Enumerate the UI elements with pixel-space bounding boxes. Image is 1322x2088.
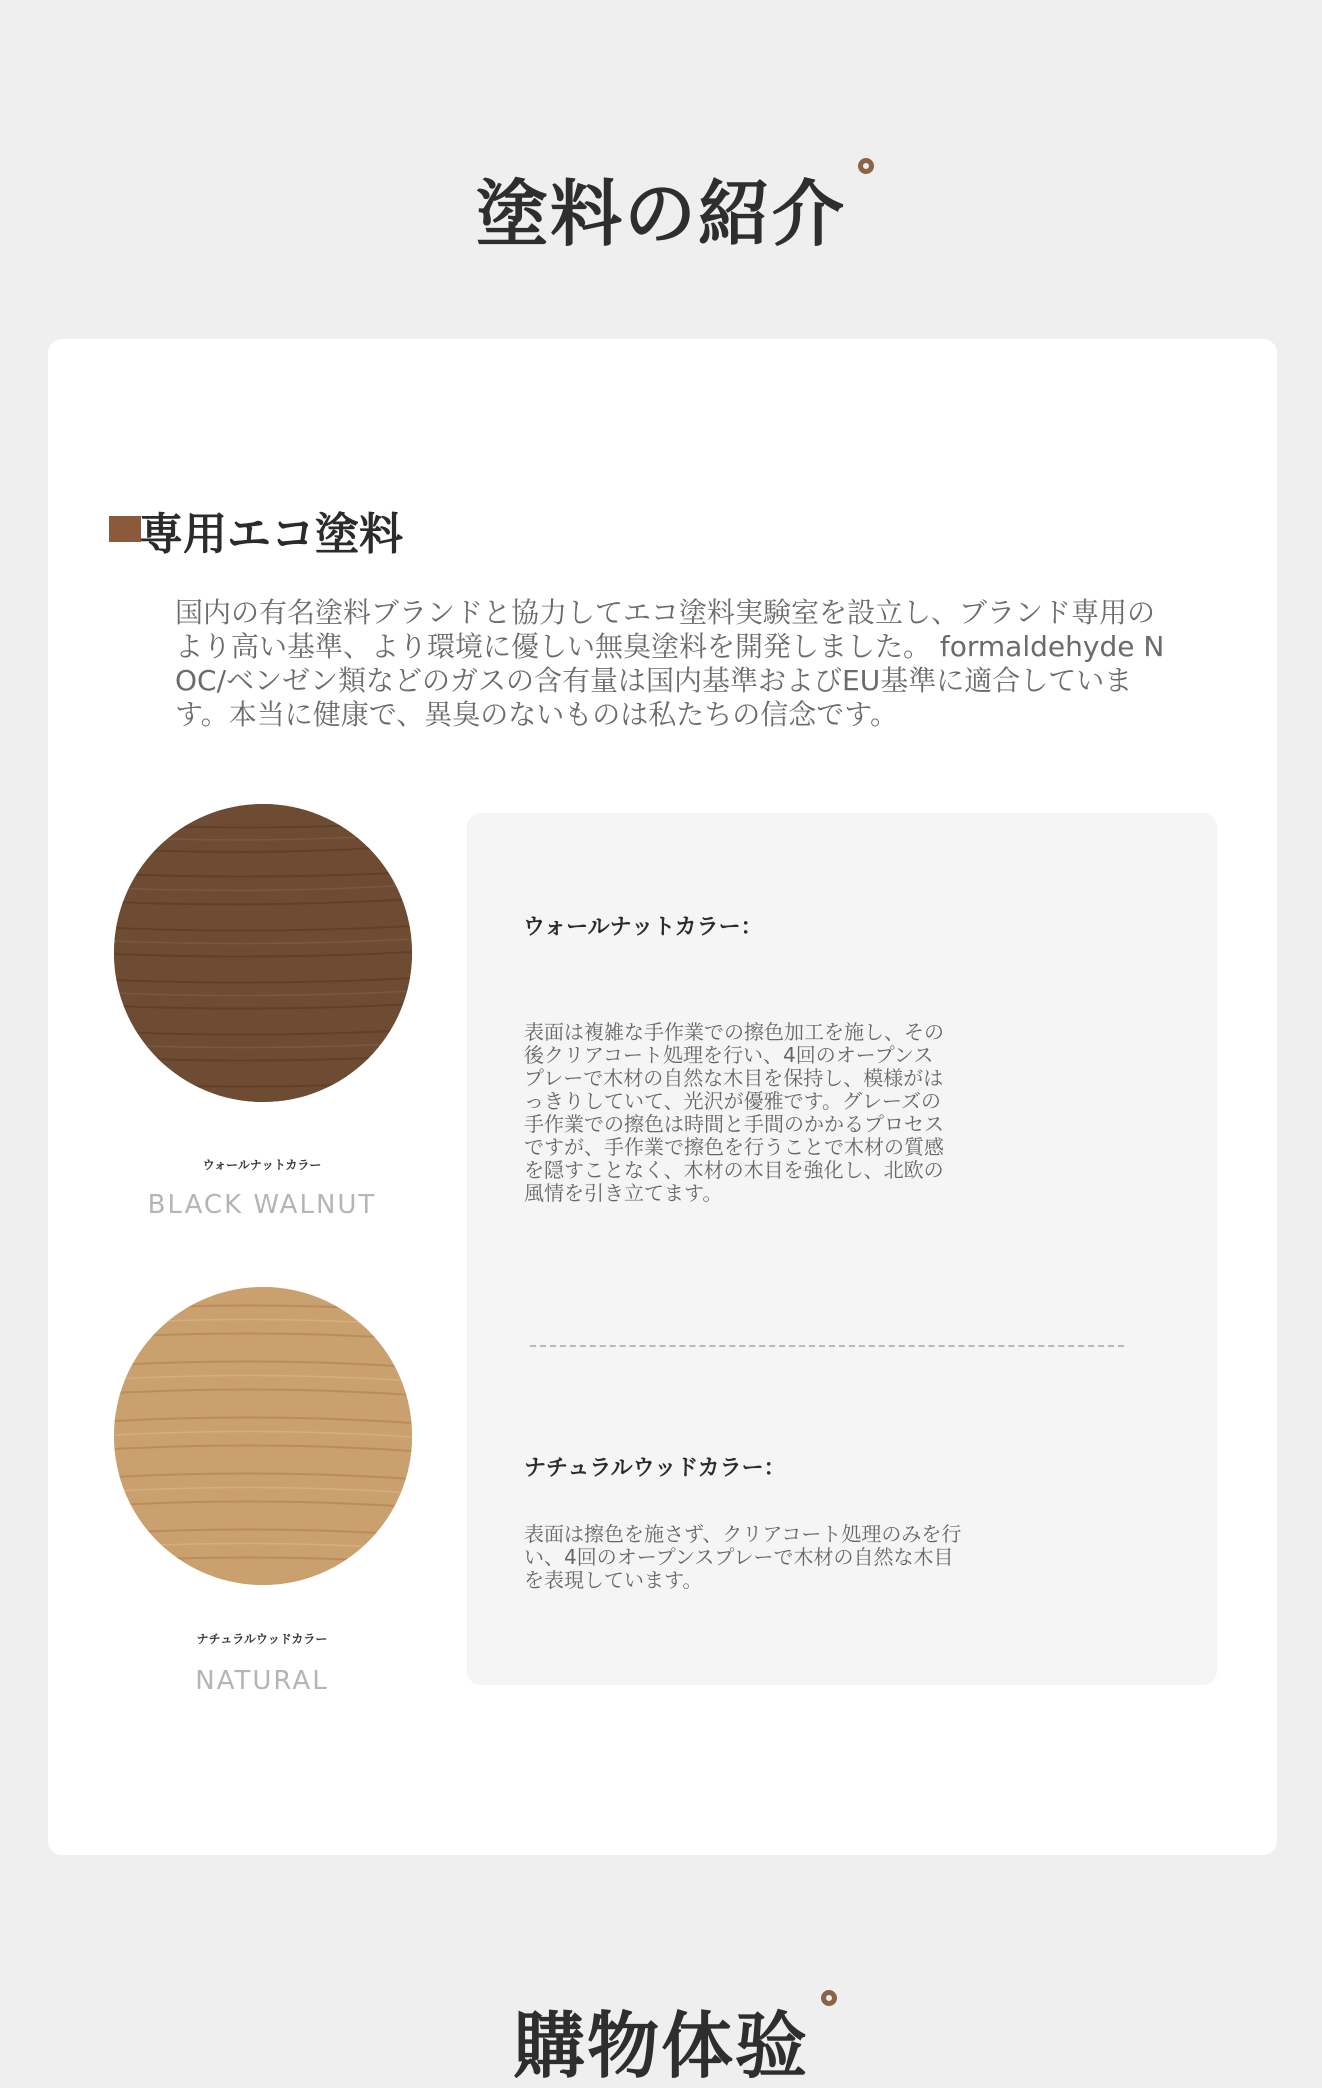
natural-label-en: NATURAL (195, 1666, 329, 1696)
page-title (475, 172, 846, 256)
natural-grain-icon (114, 1287, 412, 1585)
title-ring-icon (858, 158, 874, 174)
walnut-swatch-image (114, 804, 412, 1102)
natural-label-jp: ナチュラルウッドカラー (196, 1632, 328, 1646)
page-title-wrap (0, 172, 1322, 256)
walnut-description-text: 表面は複雑な手作業での擦色加工を施し、その後クリアコート処理を行い、4回のオープンスプレーで木材の自然な木目を保持し、模様がはっきりしていて、光沢が優雅です。グレーズの手作業での擦色は時間と手間のかかるプロセスですが、手作業で擦色を行うことで木材の質感を隠すことなく、木材の木目を強化し、北欧の風情を引き立てます。 (524, 1020, 944, 1205)
walnut-description-heading: ウォールナットカラー： (523, 915, 763, 940)
next-section-title (512, 2004, 809, 2088)
walnut-label-jp: ウォールナットカラー (202, 1158, 322, 1172)
next-section-title-wrap (0, 2004, 1322, 2088)
description-divider (530, 1345, 1124, 1347)
natural-swatch-image (114, 1287, 412, 1585)
natural-description-text: 表面は擦色を施さず、クリアコート処理のみを行い、4回のオープンスプレーで木材の自然な木目を表現しています。 (524, 1522, 962, 1592)
natural-description-heading: ナチュラルウッドカラー： (524, 1456, 786, 1481)
section-intro: 国内の有名塗料ブランドと協力してエコ塗料実験室を設立し、ブランド専用のより高い基準、より環境に優しい無臭塗料を開発しました。 formaldehyde NOC/ベンゼン類などのガスの含有量は国内基準およびEU基準に適合しています。本当に健康で、異臭のないものは私たちの信念です。 (175, 596, 1165, 731)
page-title-text: 塗料の紹介 (475, 172, 846, 256)
section-heading: 専用エコ塗料 (139, 509, 403, 560)
walnut-label-en: BLACK WALNUT (147, 1190, 377, 1220)
next-section-title-text: 購物体验 (512, 2004, 809, 2088)
walnut-grain-icon (114, 804, 412, 1102)
next-title-ring-icon (821, 1990, 837, 2006)
